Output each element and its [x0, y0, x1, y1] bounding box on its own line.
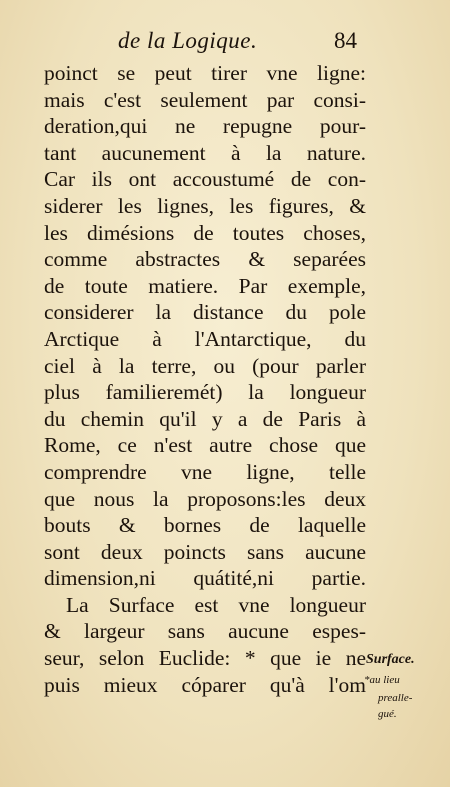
page-number: 84 — [334, 28, 357, 53]
body-text — [44, 60, 366, 698]
margin-note: *au lieu — [364, 674, 400, 686]
text-line: deration,qui ne repugne pour- — [44, 114, 366, 139]
text-line: La Surface est vne longueur — [66, 592, 366, 617]
text-line: plus familieremét) la longueur — [44, 380, 366, 405]
text-line: comme abstractes & separées — [44, 247, 366, 272]
text-line: Arctique à l'Antarctique, du — [44, 326, 366, 351]
text-line: mais c'est seulement par consi- — [44, 87, 366, 112]
margin-note: prealle- — [378, 692, 413, 704]
margin-heading: Surface. — [366, 652, 415, 667]
text-line: comprendre vne ligne, telle — [44, 459, 366, 484]
text-line: que nous la proposons:les deux — [44, 486, 366, 511]
page-header — [0, 28, 450, 58]
text-line: Rome, ce n'est autre chose que — [44, 433, 366, 458]
text-line: les dimésions de toutes choses, — [44, 220, 366, 245]
text-line: siderer les lignes, les figures, & — [44, 193, 366, 218]
text-line: tant aucunement à la nature. — [44, 140, 366, 165]
text-line: poinct se peut tirer vne ligne: — [44, 61, 366, 85]
text-line: de toute matiere. Par exemple, — [44, 273, 366, 298]
text-line: Car ils ont accoustumé de con- — [44, 167, 366, 192]
text-line: dimension,ni quátité,ni partie. — [44, 566, 366, 591]
text-line: du chemin qu'il y a de Paris à — [44, 406, 366, 431]
text-line: bouts & bornes de laquelle — [44, 513, 366, 538]
running-head: de la Logique. — [118, 28, 258, 53]
text-line: sont deux poincts sans aucune — [44, 539, 366, 564]
text-line: & largeur sans aucune espes- — [44, 619, 366, 644]
margin-note: gué. — [378, 708, 397, 720]
text-line: puis mieux cóparer qu'à l'om — [44, 672, 366, 697]
text-line: considerer la distance du pole — [44, 300, 366, 325]
text-line: seur, selon Euclide: * que ie ne — [44, 646, 366, 671]
text-line: ciel à la terre, ou (pour parler — [44, 353, 366, 378]
